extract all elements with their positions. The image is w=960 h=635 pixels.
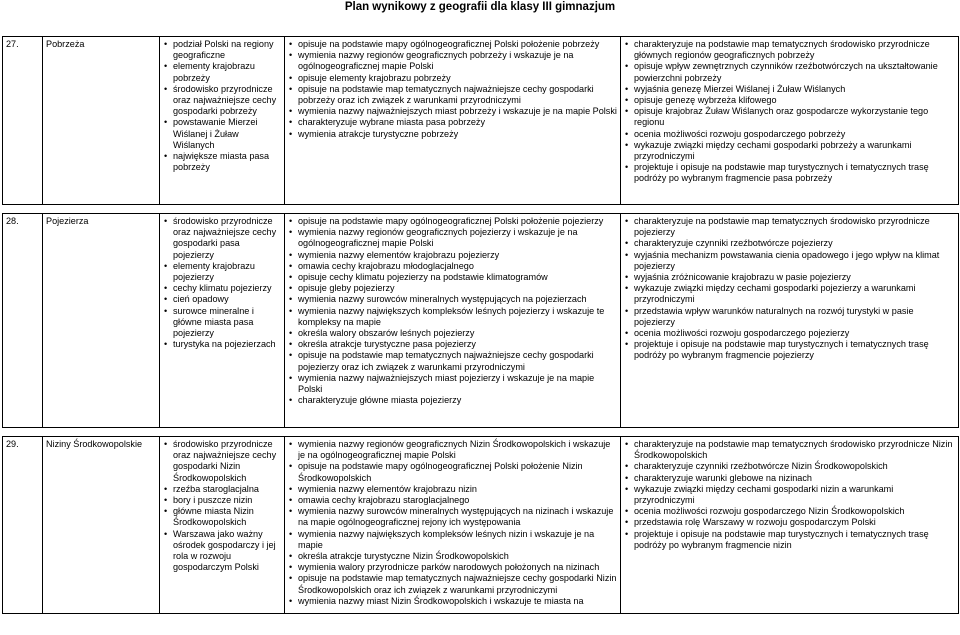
basic-requirements-cell: [285, 214, 621, 428]
list-item: • wykazuje związki między cechami gospodarki pojezierzy a warunkami przyrodniczymi: [624, 283, 955, 305]
list-item: • omawia cechy krajobrazu staroglacjalnego: [288, 495, 617, 506]
list-item: • elementy krajobrazu pobrzeży: [163, 61, 281, 83]
list-item: • bory i puszcze nizin: [163, 495, 281, 506]
row-spacer: [3, 205, 959, 214]
basic-requirements-cell: [285, 437, 621, 614]
list-item: • elementy krajobrazu pojezierzy: [163, 261, 281, 283]
content-list: [163, 216, 281, 350]
list-item: • charakteryzuje na podstawie map tematycznych środowisko przyrodnicze pojezierzy: [624, 216, 955, 238]
lesson-topic-cell: [43, 437, 160, 614]
list-item: • turystyka na pojezierzach: [163, 339, 281, 350]
list-item: • opisuje na podstawie mapy ogólnogeograficznej Polski położenie pojezierzy: [288, 216, 617, 227]
basic-requirements-list: [288, 39, 617, 140]
lesson-topic: Pojezierza: [46, 216, 89, 226]
list-item: • opisuje na podstawie mapy ogólnogeograficznej Polski położenie Nizin Środkowopolskich: [288, 461, 617, 483]
list-item: • wymienia walory przyrodnicze parków narodowych położonych na nizinach: [288, 562, 617, 573]
list-item: • określa walory obszarów leśnych pojezierzy: [288, 328, 617, 339]
list-item: • projektuje i opisuje na podstawie map turystycznych i tematycznych trasę podróży po wybranym fragmencie pojezierzy: [624, 339, 955, 361]
list-item: • wymienia nazwy najważniejszych miast pojezierzy i wskazuje je na mapie Polski: [288, 373, 617, 395]
list-item: • największe miasta pasa pobrzeży: [163, 151, 281, 173]
lesson-topic-cell: [43, 37, 160, 205]
list-item: • wymienia atrakcje turystyczne pobrzeży: [288, 129, 617, 140]
list-item: • wymienia nazwy elementów krajobrazu pojezierzy: [288, 250, 617, 261]
plan-table: [2, 36, 959, 614]
extended-requirements-cell: [621, 437, 959, 614]
list-item: • ocenia możliwości rozwoju gospodarczego pojezierzy: [624, 328, 955, 339]
extended-requirements-list: [624, 439, 955, 551]
list-item: • rzeźba staroglacjalna: [163, 484, 281, 495]
content-cell: [160, 214, 285, 428]
list-item: • wyjaśnia genezę Mierzei Wiślanej i Żuław Wiślanych: [624, 84, 955, 95]
extended-requirements-list: [624, 216, 955, 362]
list-item: • główne miasta Nizin Środkowopolskich: [163, 506, 281, 528]
list-item: • powstawanie Mierzei Wiślanej i Żuław Wiślanych: [163, 117, 281, 151]
list-item: • cechy klimatu pojezierzy: [163, 283, 281, 294]
lesson-number: 27.: [6, 39, 19, 49]
lesson-number-cell: [3, 437, 43, 614]
list-item: • określa atrakcje turystyczne Nizin Środkowopolskich: [288, 551, 617, 562]
list-item: • środowisko przyrodnicze oraz najważniejsze cechy gospodarki pasa pojezierzy: [163, 216, 281, 261]
list-item: • ocenia możliwości rozwoju gospodarczego pobrzeży: [624, 129, 955, 140]
list-item: • wymienia nazwy największych kompleksów leśnych nizin i wskazuje je na mapie: [288, 529, 617, 551]
content-list: [163, 439, 281, 573]
list-item: • cień opadowy: [163, 294, 281, 305]
list-item: • opisuje elementy krajobrazu pobrzeży: [288, 73, 617, 84]
list-item: • wykazuje związki między cechami gospodarki nizin a warunkami przyrodniczymi: [624, 484, 955, 506]
list-item: • przedstawia wpływ warunków naturalnych na rozwój turystyki w pasie pojezierzy: [624, 306, 955, 328]
table-row: [3, 214, 959, 428]
list-item: • wymienia nazwy elementów krajobrazu nizin: [288, 484, 617, 495]
content-list: [163, 39, 281, 173]
list-item: • charakteryzuje na podstawie map tematycznych środowisko przyrodnicze głównych regionów geograficznych pobrzeży: [624, 39, 955, 61]
lesson-number-cell: [3, 37, 43, 205]
list-item: • omawia cechy krajobrazu młodoglacjalnego: [288, 261, 617, 272]
lesson-number: 29.: [6, 439, 19, 449]
lesson-number: 28.: [6, 216, 19, 226]
list-item: • wymienia nazwy największych kompleksów leśnych pojezierzy i wskazuje te kompleksy na mapie: [288, 306, 617, 328]
list-item: • projektuje i opisuje na podstawie map turystycznych i tematycznych trasę podróży po wybranym fragmencie nizin: [624, 529, 955, 551]
list-item: • opisuje na podstawie map tematycznych najważniejsze cechy gospodarki pojezierzy oraz ich związek z warunkami przyrodniczymi: [288, 350, 617, 372]
list-item: • charakteryzuje warunki glebowe na nizinach: [624, 473, 955, 484]
extended-requirements-cell: [621, 37, 959, 205]
list-item: • projektuje i opisuje na podstawie map turystycznych i tematycznych trasę podróży po wybranym fragmencie pasa pobrzeży: [624, 162, 955, 184]
lesson-number-cell: [3, 214, 43, 428]
list-item: • opisuje gleby pojezierzy: [288, 283, 617, 294]
list-item: • podział Polski na regiony geograficzne: [163, 39, 281, 61]
lesson-topic: Pobrzeża: [46, 39, 85, 49]
list-item: • wymienia nazwy surowców mineralnych występujących na pojezierzach: [288, 294, 617, 305]
list-item: • wymienia nazwy regionów geograficznych pojezierzy i wskazuje je na ogólnogeograficznej mapie Polski: [288, 227, 617, 249]
list-item: • środowisko przyrodnicze oraz najważniejsze cechy gospodarki pobrzeży: [163, 84, 281, 118]
list-item: • opisuje na podstawie map tematycznych najważniejsze cechy gospodarki Nizin Środkowopolskich oraz ich związek z warunkami przyrodniczymi: [288, 573, 617, 595]
list-item: • przedstawia rolę Warszawy w rozwoju gospodarczym Polski: [624, 517, 955, 528]
page-title: Plan wynikowy z geografii dla klasy III gimnazjum: [344, 1, 616, 13]
row-spacer: [3, 428, 959, 437]
lesson-topic-cell: [43, 214, 160, 428]
list-item: • wymienia nazwy surowców mineralnych występujących na nizinach i wskazuje na mapie ogólnogeograficznej rejony ich występowania: [288, 506, 617, 528]
list-item: • wykazuje związki między cechami gospodarki pobrzeży a warunkami przyrodniczymi: [624, 140, 955, 162]
list-item: • opisuje na podstawie map tematycznych najważniejsze cechy gospodarki pobrzeży oraz ich związek z warunkami przyrodniczymi: [288, 84, 617, 106]
basic-requirements-list: [288, 439, 617, 607]
list-item: • opisuje genezę wybrzeża klifowego: [624, 95, 955, 106]
content-cell: [160, 37, 285, 205]
list-item: • Warszawa jako ważny ośrodek gospodarczy i jej rola w rozwoju gospodarczym Polski: [163, 529, 281, 574]
list-item: • wymienia nazwy regionów geograficznych Nizin Środkowopolskich i wskazuje je na ogólnogeograficznej mapie Polski: [288, 439, 617, 461]
list-item: • wyjaśnia zróżnicowanie krajobrazu w pasie pojezierzy: [624, 272, 955, 283]
list-item: • wyjaśnia mechanizm powstawania cienia opadowego i jego wpływ na klimat pojezierzy: [624, 250, 955, 272]
content-cell: [160, 437, 285, 614]
list-item: • środowisko przyrodnicze oraz najważniejsze cechy gospodarki Nizin Środkowopolskich: [163, 439, 281, 484]
list-item: • charakteryzuje czynniki rzeźbotwórcze pojezierzy: [624, 238, 955, 249]
list-item: • wymienia nazwy najważniejszych miast pobrzeży i wskazuje je na mapie Polski: [288, 106, 617, 117]
list-item: • określa atrakcje turystyczne pasa pojezierzy: [288, 339, 617, 350]
table-row: [3, 37, 959, 205]
basic-requirements-list: [288, 216, 617, 406]
table-row: [3, 437, 959, 614]
lesson-topic: Niziny Środkowopolskie: [46, 439, 143, 449]
list-item: • surowce mineralne i główne miasta pasa pojezierzy: [163, 306, 281, 340]
list-item: • opisuje wpływ zewnętrznych czynników rzeźbotwórczych na ukształtowanie powierzchni pobrzeży: [624, 61, 955, 83]
extended-requirements-list: [624, 39, 955, 185]
basic-requirements-cell: [285, 37, 621, 205]
list-item: • charakteryzuje na podstawie map tematycznych środowisko przyrodnicze Nizin Środkowopolskich: [624, 439, 955, 461]
list-item: • wymienia nazwy miast Nizin Środkowopolskich i wskazuje te miasta na: [288, 596, 617, 607]
list-item: • wymienia nazwy regionów geograficznych pobrzeży i wskazuje je na ogólnogeograficznej mapie Polski: [288, 50, 617, 72]
list-item: • opisuje na podstawie mapy ogólnogeograficznej Polski położenie pobrzeży: [288, 39, 617, 50]
list-item: • opisuje krajobraz Żuław Wiślanych oraz gospodarcze wykorzystanie tego regionu: [624, 106, 955, 128]
list-item: • charakteryzuje czynniki rzeźbotwórcze Nizin Środkowopolskich: [624, 461, 955, 472]
list-item: • ocenia możliwości rozwoju gospodarczego Nizin Środkowopolskich: [624, 506, 955, 517]
list-item: • opisuje cechy klimatu pojezierzy na podstawie klimatogramów: [288, 272, 617, 283]
extended-requirements-cell: [621, 214, 959, 428]
list-item: • charakteryzuje główne miasta pojezierzy: [288, 395, 617, 406]
list-item: • charakteryzuje wybrane miasta pasa pobrzeży: [288, 117, 617, 128]
